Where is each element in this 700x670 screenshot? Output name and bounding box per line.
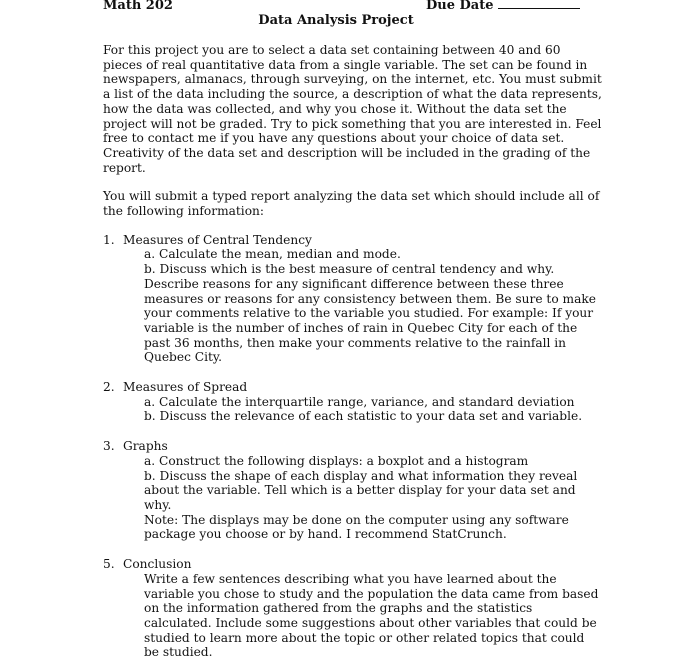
intro-paragraph: For this project you are to select a data set containing between 40 and 60 pieces of real quantitative data from a single variable. The set can be found in newspapers, almanacs, through surveying, on the internet, etc. You must submit a list of the data including the source, a description of what the data represents, how the data was collected, and why you chose it. Without the data set the project will not be graded. Try to pick something that you are interested in. Feel free to contact me if you have any questions about your choice of data set. Creativity of the data set and description will be included in the grading of the report. bbox=[103, 43, 602, 175]
section-central-tendency bbox=[103, 233, 603, 365]
course-label: Math 202 bbox=[103, 0, 173, 13]
section-conclusion bbox=[103, 557, 603, 660]
section-number: 5. bbox=[103, 557, 115, 572]
section-number: 1. bbox=[103, 232, 115, 247]
section-graphs bbox=[103, 439, 603, 542]
section-number: 3. bbox=[103, 439, 115, 454]
due-date-label: Due Date bbox=[426, 0, 494, 13]
requirements-list bbox=[103, 233, 603, 660]
section-spread bbox=[103, 380, 603, 424]
section-heading: Conclusion bbox=[123, 557, 192, 572]
section-heading: Measures of Spread bbox=[123, 380, 248, 395]
section-item: b. Discuss the relevance of each statistic to your data set and variable. bbox=[144, 409, 583, 424]
section-item: Write a few sentences describing what you have learned about the variable you chose to study and the population the data came from based on the information gathered from the graphs and the statistics calculated. Include some suggestions about other variables that could be studied to learn more about the topic or other related topics that could be studied. bbox=[144, 571, 599, 660]
section-item: a. Calculate the interquartile range, variance, and standard deviation bbox=[144, 394, 575, 409]
due-date-blank-line bbox=[498, 8, 580, 9]
section-note: Note: The displays may be done on the computer using any software package you choose or by hand. I recommend StatCrunch. bbox=[144, 512, 569, 542]
section-item: b. Discuss which is the best measure of central tendency and why. Describe reasons for any significant difference between these three measures or reasons for any consistency between them. Be sure to make your comments relative to the variable you studied. For example: If your variable is the number of inches of rain in Quebec City for each of the past 36 months, then make your comments relative to the rainfall in Quebec City. bbox=[144, 262, 596, 365]
document-title: Data Analysis Project bbox=[258, 13, 414, 28]
section-heading: Measures of Central Tendency bbox=[123, 232, 312, 247]
document-body bbox=[103, 43, 603, 660]
section-heading: Graphs bbox=[123, 439, 168, 454]
section-item: a. Calculate the mean, median and mode. bbox=[144, 247, 401, 262]
due-date-field bbox=[426, 0, 580, 13]
section-item: b. Discuss the shape of each display and what information they reveal about the variable. Tell which is a better display for your data set and why. bbox=[144, 468, 578, 512]
section-number: 2. bbox=[103, 380, 115, 395]
lead-paragraph: You will submit a typed report analyzing the data set which should include all of the following information: bbox=[103, 189, 600, 219]
section-item: a. Construct the following displays: a boxplot and a histogram bbox=[144, 453, 529, 468]
